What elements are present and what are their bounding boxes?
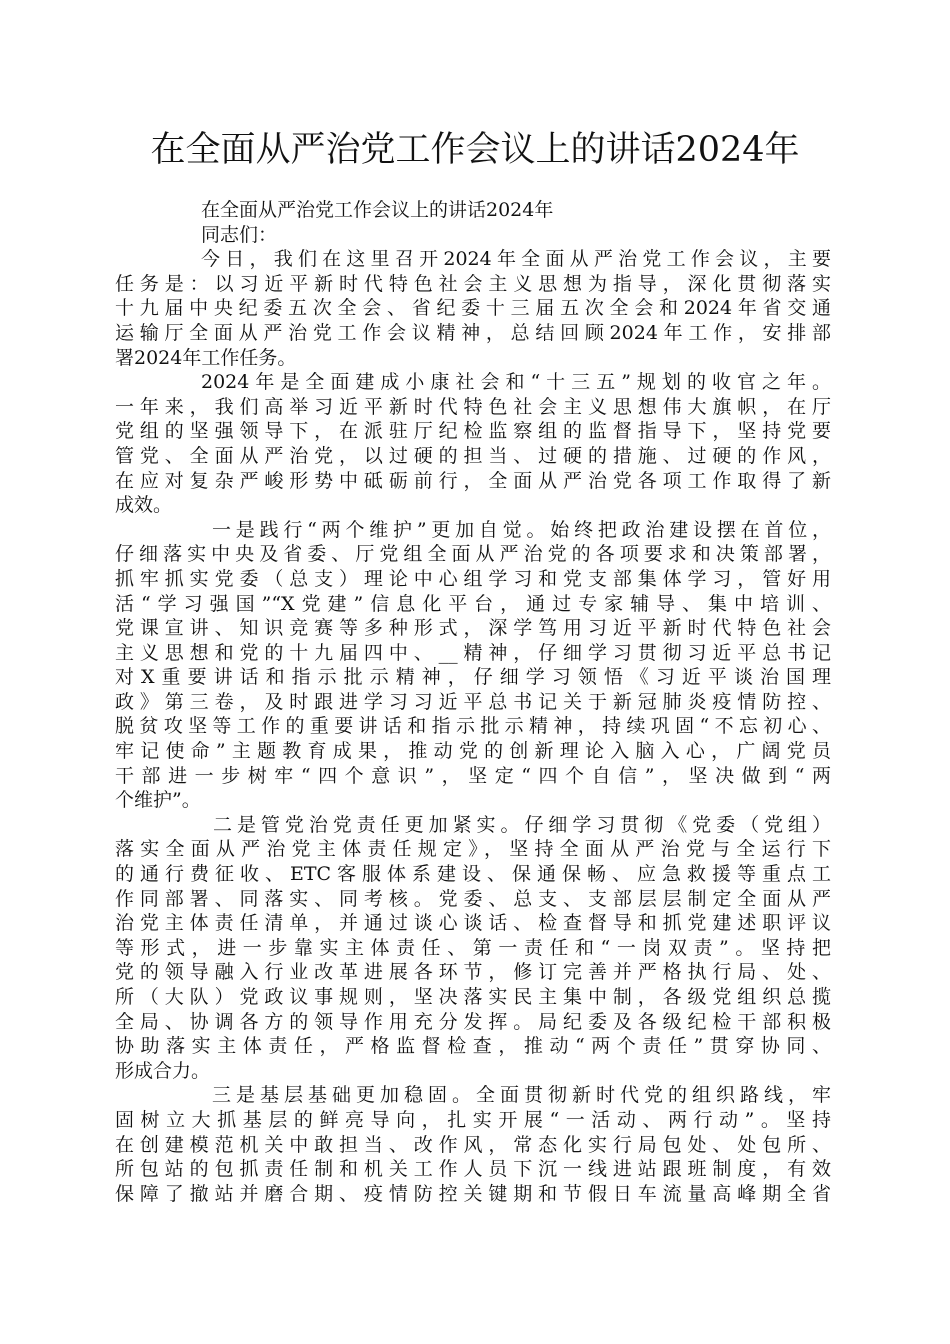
paragraph-line: 全局、协调各方的领导作用充分发挥。局纪委及各级纪检干部积极 xyxy=(115,1010,831,1033)
paragraph-line: 对X重要讲话和指示批示精神，仔细学习领悟《习近平谈治国理 xyxy=(115,666,831,689)
paragraph-line: 在创建模范机关中敢担当、改作风，常态化实行局包处、处包所、 xyxy=(115,1133,831,1156)
salutation-line: 同志们： xyxy=(201,223,278,246)
paragraph-line: 协助落实主体责任，严格监督检查，推动“两个责任”贯穿协同、 xyxy=(115,1035,831,1058)
paragraph-line: 治党主体责任清单，并通过谈心谈话、检查督导和抓党建述职评议 xyxy=(115,912,831,935)
paragraph-line: 三是基层基础更加稳固。全面贯彻新时代党的组织路线，牢 xyxy=(212,1084,831,1107)
paragraph-line: 任务是：以习近平新时代特色社会主义思想为指导，深化贯彻落实 xyxy=(115,272,831,295)
paragraph-line: 抓牢抓实党委（总支）理论中心组学习和党支部集体学习，管好用 xyxy=(115,567,831,590)
paragraph-line: 党课宣讲、知识竞赛等多种形式，深学笃用习近平新时代特色社会 xyxy=(115,617,831,640)
paragraph-line: 牢记使命”主题教育成果，推动党的创新理论入脑入心，广阔党员 xyxy=(115,740,831,763)
paragraph-line: 在应对复杂严峻形势中砥砺前行，全面从严治党各项工作取得了新 xyxy=(115,469,831,492)
paragraph-line: 作同部署、同落实、同考核。党委、总支、支部层层制定全面从严 xyxy=(115,887,831,910)
paragraph-line: 十九届中央纪委五次全会、省纪委十三届五次全会和2024年省交通 xyxy=(115,297,831,320)
subtitle-line: 在全面从严治党工作会议上的讲话2024年 xyxy=(201,199,554,221)
paragraph-line: 运输厅全面从严治党工作会议精神，总结回顾2024年工作，安排部 xyxy=(115,321,831,344)
paragraph-line: 活“学习强国”“X党建”信息化平台，通过专家辅导、集中培训、 xyxy=(115,592,831,615)
paragraph-line: 的通行费征收、ETC客服体系建设、保通保畅、应急救援等重点工 xyxy=(115,863,831,886)
paragraph-line: 二是管党治党责任更加紧实。仔细学习贯彻《党委（党组） xyxy=(213,813,831,836)
paragraph-line: 政》第三卷，及时跟进学习习近平总书记关于新冠肺炎疫情防控、 xyxy=(115,690,831,713)
paragraph-line: 保障了撤站并磨合期、疫情防控关键期和节假日车流量高峰期全省 xyxy=(115,1182,831,1205)
paragraph-line: 党的领导融入行业改革进展各环节，修订完善并严格执行局、处、 xyxy=(115,961,831,984)
paragraph-line: 脱贫攻坚等工作的重要讲话和指示批示精神，持续巩固“不忘初心、 xyxy=(115,715,831,738)
paragraph-line: 一年来，我们高举习近平新时代特色社会主义思想伟大旗帜，在厅 xyxy=(115,395,831,418)
paragraph-line: 署2024年工作任务。 xyxy=(115,346,297,369)
document-title: 在全面从严治党工作会议上的讲话2024年 xyxy=(150,130,800,170)
paragraph-line: 落实全面从严治党主体责任规定》，坚持全面从严治党与全运行下 xyxy=(115,838,831,861)
paragraph-line: 成效。 xyxy=(115,494,173,517)
paragraph-line: 主义思想和党的十九届四中、__精神，仔细学习贯彻习近平总书记 xyxy=(115,641,831,664)
paragraph-line: 固树立大抓基层的鲜亮导向，扎实开展“一活动、两行动”。坚持 xyxy=(115,1108,831,1131)
paragraph-line: 今日，我们在这里召开2024年全面从严治党工作会议，主要 xyxy=(201,248,831,271)
paragraph-line: 所（大队）党政议事规则，坚决落实民主集中制，各级党组织总揽 xyxy=(115,986,831,1008)
paragraph-line: 管党、全面从严治党，以过硬的担当、过硬的措施、过硬的作风， xyxy=(115,444,831,467)
paragraph-line: 2024年是全面建成小康社会和“十三五”规划的收官之年。 xyxy=(201,371,831,394)
paragraph-line: 干部进一步树牢“四个意识”，坚定“四个自信”，坚决做到“两 xyxy=(115,764,831,787)
paragraph-line: 个维护”。 xyxy=(115,789,201,812)
paragraph-line: 等形式，进一步靠实主体责任、第一责任和“一岗双责”。坚持把 xyxy=(115,936,831,959)
paragraph-line: 仔细落实中央及省委、厅党组全面从严治党的各项要求和决策部署， xyxy=(115,543,831,566)
paragraph-line: 所包站的包抓责任制和机关工作人员下沉一线进站跟班制度，有效 xyxy=(115,1158,831,1181)
paragraph-line: 形成合力。 xyxy=(115,1059,211,1082)
paragraph-line: 一是践行“两个维护”更加自觉。始终把政治建设摆在首位， xyxy=(212,518,831,541)
paragraph-line: 党组的坚强领导下，在派驻厅纪检监察组的监督指导下，坚持党要 xyxy=(115,420,831,443)
document-body xyxy=(115,198,831,1206)
